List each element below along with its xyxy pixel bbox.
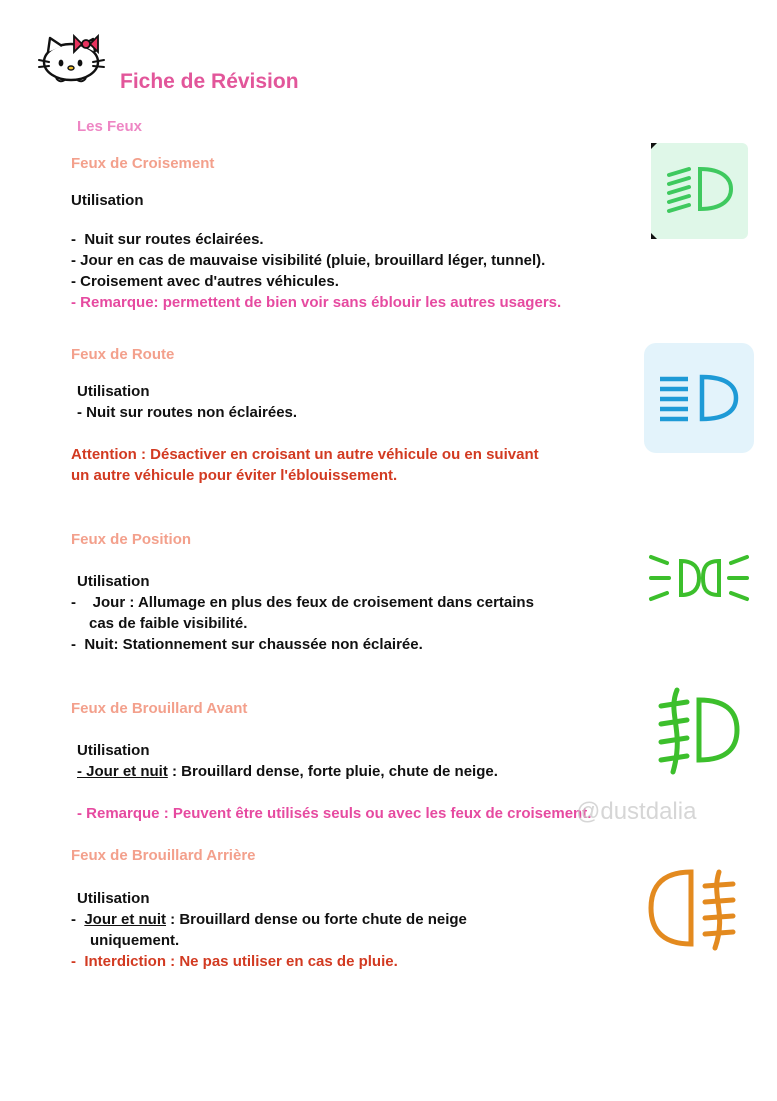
position-lights-icon xyxy=(647,549,751,607)
list-item-continuation: cas de faible visibilité. xyxy=(89,615,248,632)
page-title: Fiche de Révision xyxy=(120,70,299,93)
rear-fog-light-icon xyxy=(645,862,741,954)
remark-croisement: - Remarque: permettent de bien voir sans éblouir les autres usagers. xyxy=(71,294,562,311)
list-item: - Jour et nuit : Brouillard dense, forte pluie, chute de neige. xyxy=(77,763,498,780)
hello-kitty-logo xyxy=(38,32,106,84)
list-item: - Jour : Allumage en plus des feux de croisement dans certains xyxy=(71,594,534,611)
usage-label-position: Utilisation xyxy=(77,573,150,590)
list-item: - Nuit sur routes non éclairées. xyxy=(77,404,298,421)
low-beam-icon xyxy=(651,143,748,239)
front-fog-light-icon xyxy=(651,684,747,776)
usage-label-route: Utilisation xyxy=(77,383,150,400)
section-heading-route: Feux de Route xyxy=(71,346,175,363)
list-item: - Nuit: Stationnement sur chaussée non éclairée. xyxy=(71,636,423,653)
list-item: - Jour et nuit : Brouillard dense ou forte chute de neige xyxy=(71,911,467,928)
attention-text-line2: un autre véhicule pour éviter l'éblouissement. xyxy=(71,467,398,484)
section-heading-croisement: Feux de Croisement xyxy=(71,155,215,172)
watermark: @dustdalia xyxy=(576,798,697,825)
usage-label-brouillard-arriere: Utilisation xyxy=(77,890,150,907)
section-heading-position: Feux de Position xyxy=(71,531,192,548)
section-heading-brouillard-avant: Feux de Brouillard Avant xyxy=(71,700,248,717)
high-beam-icon xyxy=(644,343,754,453)
page-subtitle: Les Feux xyxy=(77,118,143,135)
list-item: - Nuit sur routes éclairées. xyxy=(71,231,264,248)
usage-label-croisement: Utilisation xyxy=(71,192,144,209)
list-item-continuation: uniquement. xyxy=(90,932,180,949)
remark-brouillard-avant: - Remarque : Peuvent être utilisés seuls ou avec les feux de croisement. xyxy=(77,805,592,822)
list-item: - Jour en cas de mauvaise visibilité (pluie, brouillard léger, tunnel). xyxy=(71,252,546,269)
list-item: - Croisement avec d'autres véhicules. xyxy=(71,273,339,290)
section-heading-brouillard-arriere: Feux de Brouillard Arrière xyxy=(71,847,256,864)
attention-text-line1: Attention : Désactiver en croisant un autre véhicule ou en suivant xyxy=(71,446,539,463)
usage-label-brouillard-avant: Utilisation xyxy=(77,742,150,759)
interdiction-text: - Interdiction : Ne pas utiliser en cas de pluie. xyxy=(71,953,398,970)
